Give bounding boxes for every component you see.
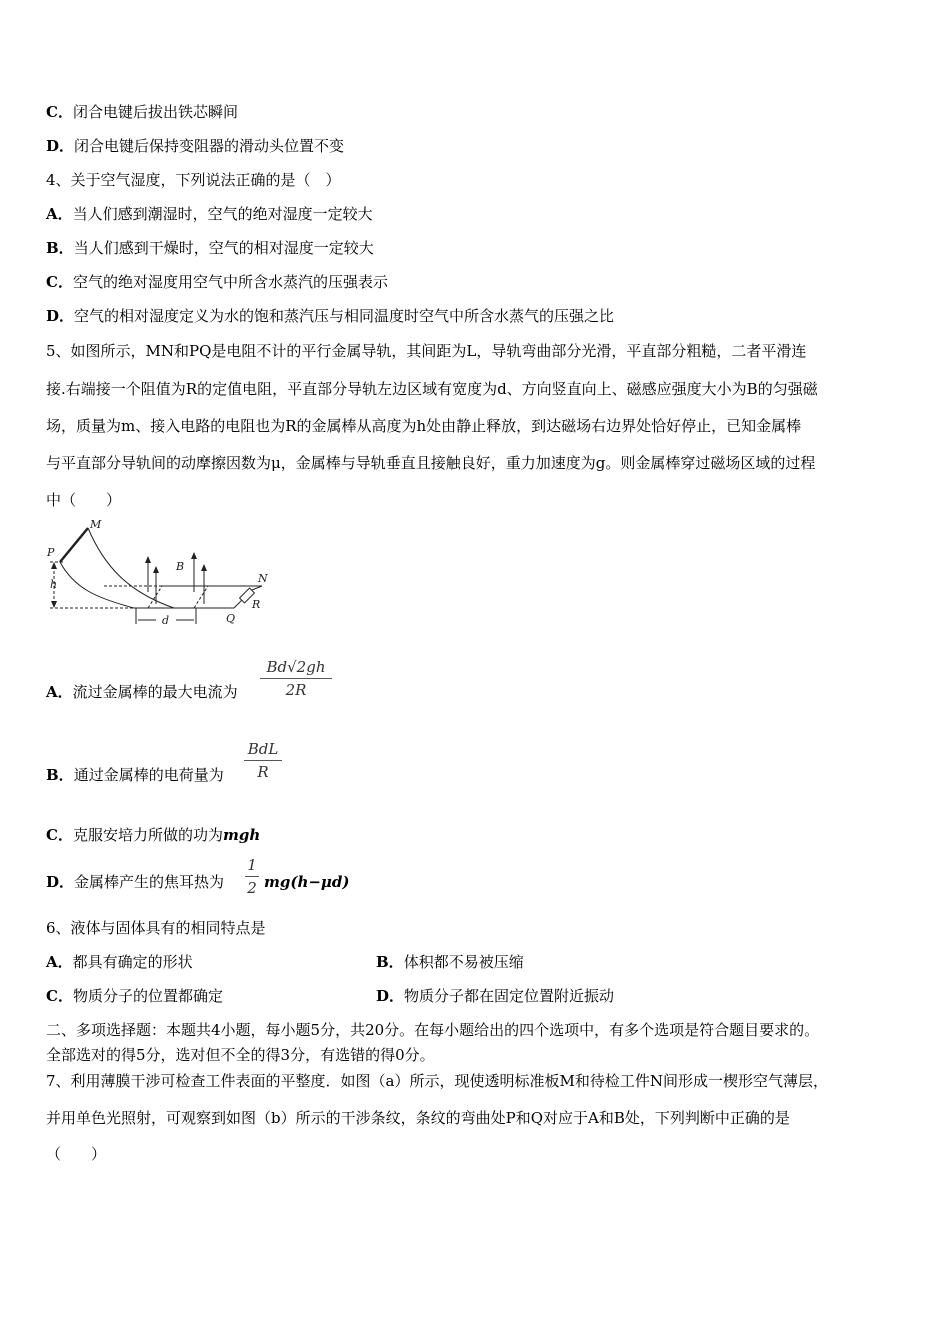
- q5-stem-line-1: 5、如图所示，MN和PQ是电阻不计的平行金属导轨，其间距为L，导轨弯曲部分光滑，平直部分粗糙，二者平滑连: [46, 342, 807, 360]
- q6-option-a: [46, 952, 193, 972]
- option-letter: B．: [46, 766, 74, 784]
- q3-option-c: [46, 102, 238, 122]
- numerator: 1: [247, 856, 257, 874]
- q5-stem-line-5: 中（ ）: [46, 491, 122, 509]
- denominator: 2R: [285, 681, 307, 699]
- q5-stem-line-3: 场，质量为m、接入电路的电阻也为R的金属棒从高度为h处由静止释放，到达磁场右边界处恰好停止，已知金属棒: [46, 417, 802, 435]
- q5-option-b-fraction: [244, 740, 282, 781]
- option-text: 物质分子的位置都确定: [72, 987, 223, 1005]
- q4-option-c: [46, 272, 388, 292]
- numerator: BdL: [247, 740, 279, 758]
- option-letter: B．: [46, 239, 74, 257]
- q5-stem-line-4: 与平直部分导轨间的动摩擦因数为μ，金属棒与导轨垂直且接触良好，重力加速度为g。则金属棒穿过磁场区域的过程: [46, 454, 816, 472]
- label-N: N: [258, 572, 268, 585]
- q4-option-b: [46, 238, 374, 258]
- option-text: 空气的相对湿度定义为水的饱和蒸汽压与相同温度时空气中所含水蒸气的压强之比: [74, 307, 615, 325]
- option-letter: C．: [46, 987, 73, 1005]
- option-letter: A．: [46, 205, 73, 223]
- q4-option-d: [46, 306, 614, 326]
- option-text: 闭合电键后拔出铁芯瞬间: [72, 103, 238, 121]
- option-letter: A．: [46, 683, 73, 701]
- q7-stem-line-1: 7、利用薄膜干涉可检查工件表面的平整度．如图（a）所示，现使透明标准板M和待检工件N间形成一楔形空气薄层，: [46, 1072, 828, 1090]
- section-2-heading: 二、多项选择题：本题共4小题，每小题5分，共20分。在每小题给出的四个选项中，有多个选项是符合题目要求的。: [46, 1021, 820, 1039]
- denominator: R: [257, 763, 269, 781]
- option-text: 金属棒产生的焦耳热为: [74, 873, 225, 891]
- option-text: 克服安培力所做的功为: [72, 826, 223, 844]
- option-letter: C．: [46, 103, 73, 121]
- option-letter: D．: [46, 307, 75, 325]
- rail-curve-upper: [60, 562, 134, 608]
- q5-option-d: [46, 872, 224, 892]
- q6-option-c: [46, 986, 223, 1006]
- option-text: 当人们感到干燥时，空气的相对湿度一定较大: [73, 239, 374, 257]
- q5-option-d-expr: mg(h−μd): [264, 873, 350, 891]
- option-text: 通过金属棒的电荷量为: [73, 766, 224, 784]
- q5-option-b: [46, 765, 224, 785]
- option-letter: B．: [376, 953, 404, 971]
- q5-option-a-fraction: [260, 658, 332, 699]
- label-h: h: [50, 578, 58, 591]
- option-letter: C．: [46, 273, 73, 291]
- numerator: Bd√2gh: [266, 658, 326, 676]
- option-text: 物质分子都在固定位置附近振动: [404, 987, 615, 1005]
- section-2-scoring: 全部选对的得5分，选对但不全的得3分，有选错的得0分。: [46, 1046, 435, 1064]
- option-text: 都具有确定的形状: [72, 953, 193, 971]
- option-expr: mgh: [222, 826, 261, 844]
- option-text: 体积都不易被压缩: [403, 953, 524, 971]
- q4-option-a: [46, 204, 373, 224]
- option-letter: D．: [46, 873, 75, 891]
- option-letter: C．: [46, 826, 73, 844]
- option-letter: A．: [46, 953, 73, 971]
- q5-stem-line-2: 接.右端接一个阻值为R的定值电阻，平直部分导轨左边区域有宽度为d、方向竖直向上、磁感应强度大小为B的匀强磁: [46, 380, 818, 398]
- rail-curve-lower: [88, 528, 174, 608]
- q5-option-d-fraction: [245, 856, 259, 897]
- metal-rod: [60, 528, 88, 562]
- q5-option-a: [46, 682, 238, 702]
- q6-option-b: [376, 952, 524, 972]
- option-text: 空气的绝对湿度用空气中所含水蒸汽的压强表示: [72, 273, 388, 291]
- label-M: M: [90, 518, 102, 531]
- option-letter: D．: [46, 137, 75, 155]
- label-P: P: [47, 546, 55, 559]
- option-text: 闭合电键后保持变阻器的滑动头位置不变: [74, 137, 345, 155]
- q5-option-c: [46, 825, 260, 845]
- option-text: 当人们感到潮湿时，空气的绝对湿度一定较大: [72, 205, 373, 223]
- label-d: d: [162, 614, 170, 627]
- q4-stem: 4、关于空气湿度，下列说法正确的是（ ）: [46, 171, 341, 189]
- q6-stem: 6、液体与固体具有的相同特点是: [46, 919, 266, 937]
- label-Q: Q: [226, 612, 236, 625]
- q7-stem-line-2: 并用单色光照射，可观察到如图（b）所示的干涉条纹，条纹的弯曲处P和Q对应于A和B处，下列判断中正确的是: [46, 1109, 790, 1127]
- option-text: 流过金属棒的最大电流为: [72, 683, 238, 701]
- denominator: 2: [247, 879, 257, 897]
- q5-rail-figure: [44, 516, 274, 628]
- q6-option-d: [376, 986, 614, 1006]
- label-B: B: [176, 560, 185, 573]
- q7-stem-line-3: （ ）: [46, 1145, 107, 1163]
- label-R: R: [252, 598, 261, 611]
- q3-option-d: [46, 136, 344, 156]
- option-letter: D．: [376, 987, 405, 1005]
